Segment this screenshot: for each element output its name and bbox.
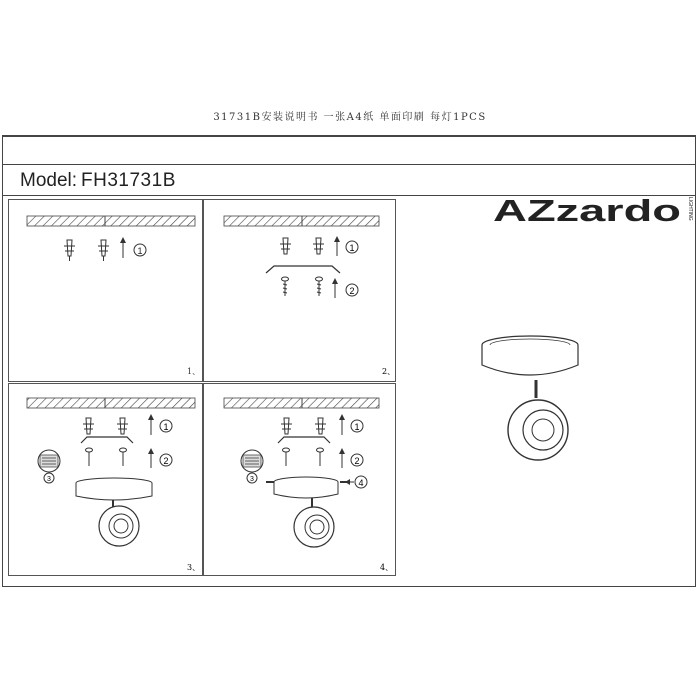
step-panel-1 (8, 199, 203, 382)
callout-3: 3 (250, 476, 254, 483)
mounting-bracket (266, 266, 340, 273)
model-prefix: Model: (20, 170, 78, 191)
ceiling (27, 398, 195, 408)
fixture-ring (99, 506, 139, 546)
callout-1: 1 (163, 422, 169, 432)
callout-2: 2 (349, 286, 355, 296)
wall-anchor-icon (281, 418, 292, 434)
wall-anchor-icon (83, 418, 94, 434)
mounting-bracket (81, 437, 133, 443)
wall-anchor-icon (117, 418, 128, 434)
screw-icon (282, 277, 289, 296)
wall-anchor-icon (64, 240, 75, 261)
wall-anchor-icon (315, 418, 326, 434)
step-panel-4 (203, 383, 396, 576)
screw-icon (283, 448, 290, 466)
print-spec-header: 31731B安装说明书 一张A4纸 单面印刷 每灯1PCS (213, 112, 487, 123)
brand-name: AZzardo (493, 193, 681, 227)
screw-icon (317, 448, 324, 466)
callout-2: 2 (354, 456, 360, 466)
brand-logo (493, 193, 693, 227)
model-number: FH31731B (81, 170, 176, 191)
model-label (20, 170, 176, 192)
screw-icon (120, 448, 127, 466)
step-panel-2 (203, 199, 396, 382)
callout-4: 4 (358, 478, 364, 488)
brand-tagline: LIGHTING (687, 197, 693, 221)
wall-anchor-icon (280, 238, 291, 254)
ceiling (27, 216, 195, 226)
callout-2: 2 (163, 456, 169, 466)
product-illustration (470, 325, 595, 475)
wire-connector-icon (241, 450, 263, 472)
step-number: 4、 (380, 563, 394, 572)
callout-1: 1 (137, 246, 143, 256)
wire-connector-icon (38, 450, 60, 472)
fixture-ring (294, 507, 334, 547)
callout-1: 1 (354, 422, 360, 432)
callout-1: 1 (349, 243, 355, 253)
wall-anchor-icon (98, 240, 109, 261)
step-number: 1、 (187, 367, 201, 376)
step-number: 2、 (382, 367, 396, 376)
step-panel-3 (8, 383, 203, 576)
screw-icon (86, 448, 93, 466)
step-number: 3、 (187, 563, 201, 572)
mounting-bracket (278, 437, 330, 443)
callout-3: 3 (47, 476, 51, 483)
wall-anchor-icon (313, 238, 324, 254)
screw-icon (316, 277, 323, 296)
